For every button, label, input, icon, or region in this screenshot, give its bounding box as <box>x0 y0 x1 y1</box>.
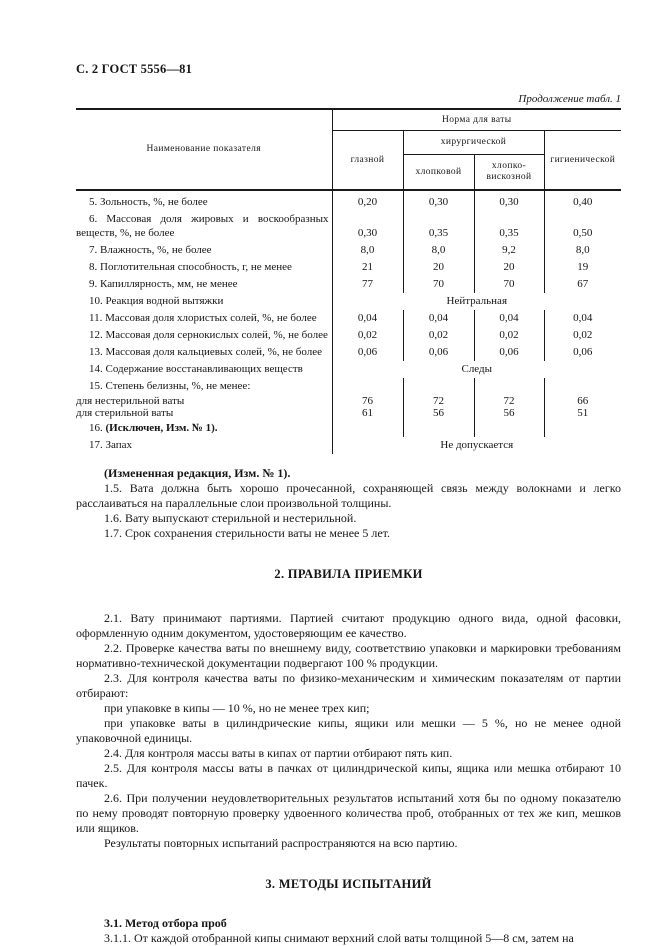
subsection-3-1-heading: 3.1. Метод отбора проб <box>104 915 227 930</box>
row-label: 7. Влажность, %, не более <box>89 244 212 256</box>
table-row <box>76 242 621 259</box>
row-label: 12. Массовая доля сернокислых солей, %, не более <box>89 329 328 341</box>
paragraph-3-1-1: 3.1.1. От каждой отобранной кипы снимают верхний слой ваты толщиной 5—8 см, затем на <box>104 930 574 945</box>
section-2-heading: 2. ПРАВИЛА ПРИЕМКИ <box>274 566 423 581</box>
table-row <box>76 310 621 327</box>
row-value: 0,40 <box>544 190 621 211</box>
row-value: 61 <box>332 407 403 420</box>
paragraph-2-3: 2.3. Для контроля качества ваты по физико-механическим и химическим показателям от партии отбирают: <box>76 670 621 700</box>
row-value: 0,30 <box>332 211 403 242</box>
row-value: 72 <box>474 395 544 408</box>
table-row <box>76 190 621 211</box>
row-value <box>332 420 403 437</box>
col-header-cotton: хлопковой <box>403 155 474 191</box>
paragraph-2-2: 2.2. Проверке качества ваты по внешнему виду, соответствию упаковки и маркировки требованиям нормативно-технической документации подвергают 100 % продукции. <box>76 640 621 670</box>
paragraph-1-7: 1.7. Срок сохранения стерильности ваты не менее 5 лет. <box>104 525 391 540</box>
table-row <box>76 437 621 454</box>
row-value: 0,06 <box>474 344 544 361</box>
row-label: 14. Содержание восстанавливающих веществ <box>89 363 303 375</box>
row-value: 0,20 <box>332 190 403 211</box>
row-value: 0,30 <box>474 190 544 211</box>
row-value: 0,02 <box>544 327 621 344</box>
row-value: 0,02 <box>332 327 403 344</box>
row-span-value: Следы <box>332 361 621 378</box>
row-value <box>403 420 474 437</box>
row-value: 20 <box>474 259 544 276</box>
col-header-eye: глазной <box>332 131 403 191</box>
row-value: 0,02 <box>474 327 544 344</box>
row-value: 70 <box>403 276 474 293</box>
row-value: 0,06 <box>403 344 474 361</box>
table-row <box>76 259 621 276</box>
page-header: С. 2 ГОСТ 5556—81 <box>76 62 193 76</box>
row-value: 0,06 <box>544 344 621 361</box>
row-value: 0,04 <box>544 310 621 327</box>
row-label: для стерильной ваты <box>76 407 174 419</box>
row-value: 56 <box>403 407 474 420</box>
row-value: 0,35 <box>474 211 544 242</box>
row-label: 5. Зольность, %, не более <box>89 196 208 208</box>
paragraph-1-6: 1.6. Вату выпускают стерильной и нестерильной. <box>104 510 357 525</box>
row-value <box>474 378 544 395</box>
row-label: 10. Реакция водной вытяжки <box>89 295 224 307</box>
row-value: 0,04 <box>332 310 403 327</box>
row-label: 15. Степень белизны, %, не менее: <box>89 380 251 392</box>
col-header-name: Наименование показателя <box>76 109 332 190</box>
row-value: 20 <box>403 259 474 276</box>
row-span-value: Не допускается <box>332 437 621 454</box>
row-value: 19 <box>544 259 621 276</box>
row-value: 66 <box>544 395 621 408</box>
row-value <box>474 420 544 437</box>
row-value: 0,02 <box>403 327 474 344</box>
row-value: 56 <box>474 407 544 420</box>
row-value: 0,04 <box>474 310 544 327</box>
table-row <box>76 361 621 378</box>
col-header-hygienic: гигиенической <box>544 131 621 191</box>
row-value: 76 <box>332 395 403 408</box>
document-page <box>76 62 621 946</box>
row-value: 21 <box>332 259 403 276</box>
row-label: 6. Массовая доля жировых и воскообразных веществ, %, не более <box>76 213 329 239</box>
table-row <box>76 395 621 408</box>
paragraph-1-5: 1.5. Вата должна быть хорошо прочесанной, сохраняющей связь между волокнами и легко расслаиваться на параллельные слои произвольной толщины. <box>76 480 621 510</box>
row-value: 0,04 <box>403 310 474 327</box>
row-value: 72 <box>403 395 474 408</box>
row-value <box>332 378 403 395</box>
paragraph-2-6b: Результаты повторных испытаний распространяются на всю партию. <box>104 835 458 850</box>
row-value: 0,06 <box>332 344 403 361</box>
row-label: 9. Капиллярность, мм, не менее <box>89 278 238 290</box>
row-value: 70 <box>474 276 544 293</box>
norms-table-body <box>76 190 621 454</box>
row-label: 16. (Исключен, Изм. № 1). <box>89 422 218 434</box>
row-value: 8,0 <box>544 242 621 259</box>
row-value <box>544 420 621 437</box>
paragraph-2-5: 2.5. Для контроля массы ваты в пачках от цилиндрической кипы, ящика или мешка отбирают 10 пачек. <box>76 760 621 790</box>
row-value: 8,0 <box>332 242 403 259</box>
row-label: 11. Массовая доля хлористых солей, %, не более <box>89 312 317 324</box>
row-value: 0,35 <box>403 211 474 242</box>
row-label: 13. Массовая доля кальциевых солей, %, не более <box>89 346 322 358</box>
table-row <box>76 211 621 242</box>
row-value: 51 <box>544 407 621 420</box>
row-value: 67 <box>544 276 621 293</box>
row-value <box>403 378 474 395</box>
row-label: 8. Поглотительная способность, г, не менее <box>89 261 292 273</box>
paragraph-2-4: 2.4. Для контроля массы ваты в кипах от партии отбирают пять кип. <box>104 745 453 760</box>
amended-note: (Измененная редакция, Изм. № 1). <box>104 465 291 480</box>
table-row <box>76 407 621 420</box>
table-continuation-caption: Продолжение табл. 1 <box>518 93 621 105</box>
section-3-heading: 3. МЕТОДЫ ИСПЫТАНИЙ <box>265 876 432 891</box>
row-value: 9,2 <box>474 242 544 259</box>
table-row <box>76 378 621 395</box>
table-row <box>76 276 621 293</box>
table-row <box>76 420 621 437</box>
row-value: 0,50 <box>544 211 621 242</box>
table-row <box>76 327 621 344</box>
row-label: 17. Запах <box>89 439 133 451</box>
table-row <box>76 344 621 361</box>
norms-table-header <box>76 109 621 190</box>
col-header-cotton-viscose: хлопко-вискозной <box>474 155 544 191</box>
col-header-norm: Норма для ваты <box>332 109 621 131</box>
row-value <box>544 378 621 395</box>
document-text <box>76 466 621 946</box>
row-value: 77 <box>332 276 403 293</box>
row-value: 0,30 <box>403 190 474 211</box>
paragraph-2-3b: при упаковке ваты в цилиндрические кипы, ящики или мешки — 5 %, но не менее одной упаковочной единицы. <box>76 715 621 745</box>
norms-table <box>76 108 621 454</box>
table-row <box>76 293 621 310</box>
paragraph-2-3a: при упаковке в кипы — 10 %, но не менее трех кип; <box>104 700 370 715</box>
row-span-value: Нейтральная <box>332 293 621 310</box>
col-header-surgical: хирургической <box>403 131 544 155</box>
paragraph-2-1: 2.1. Вату принимают партиями. Партией считают продукцию одного вида, одной фасовки, оформленную одним документом, удостоверяющим ее качество. <box>76 610 621 640</box>
row-label: для нестерильной ваты <box>76 394 185 407</box>
row-value: 8,0 <box>403 242 474 259</box>
paragraph-2-6: 2.6. При получении неудовлетворительных результатов испытаний хотя бы по одному показателю по нему проводят повторную проверку удвоенного количества проб, отобранных от тех же кип, мешков или ящиков. <box>76 790 621 835</box>
